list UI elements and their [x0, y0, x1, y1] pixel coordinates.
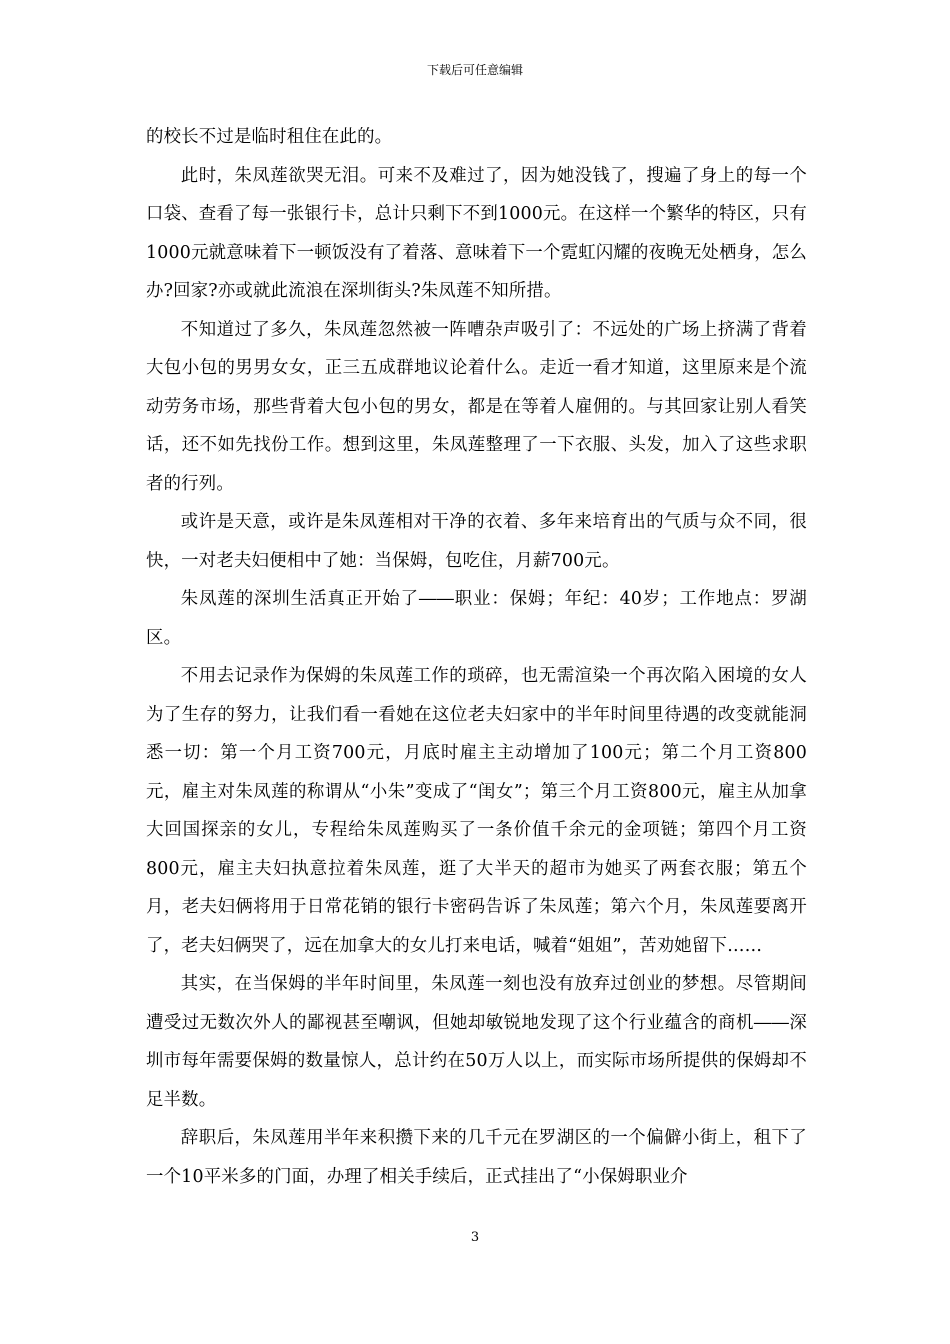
paragraph: 辞职后，朱凤莲用半年来积攒下来的几千元在罗湖区的一个偏僻小街上，租下了一个10平米多的门面，办理了相关手续后，正式挂出了“小保姆职业介 — [146, 1128, 807, 1187]
paragraph: 其实，在当保姆的半年时间里，朱凤莲一刻也没有放弃过创业的梦想。尽管期间遭受过无数次外人的鄙视甚至嘲讽，但她却敏锐地发现了这个行业蕴含的商机――深圳市每年需要保姆的数量惊人，总计约在50万人以上，而实际市场所提供的保姆却不足半数。 — [146, 974, 807, 1110]
page-number: 3 — [470, 1230, 480, 1245]
document-body — [146, 118, 807, 1196]
paragraph: 此时，朱凤莲欲哭无泪。可来不及难过了，因为她没钱了，搜遍了身上的每一个口袋、查看了每一张银行卡，总计只剩下不到1000元。在这样一个繁华的特区，只有1000元就意味着下一顿饭没有了着落、意味着下一个霓虹闪耀的夜晚无处栖身，怎么办?回家?亦或就此流浪在深圳街头?朱凤莲不知所措。 — [146, 165, 807, 301]
paragraph: 不知道过了多久，朱凤莲忽然被一阵嘈杂声吸引了：不远处的广场上挤满了背着大包小包的男男女女，正三五成群地议论着什么。走近一看才知道，这里原来是个流动劳务市场，那些背着大包小包的男女，都是在等着人雇佣的。与其回家让别人看笑话，还不如先找份工作。想到这里，朱凤莲整理了一下衣服、头发，加入了这些求职者的行列。 — [146, 319, 807, 494]
paragraph: 朱凤莲的深圳生活真正开始了――职业：保姆；年纪：40岁；工作地点：罗湖区。 — [146, 589, 807, 648]
page-header-note: 下载后可任意编辑 — [426, 63, 523, 77]
paragraph: 或许是天意，或许是朱凤莲相对干净的衣着、多年来培育出的气质与众不同，很快，一对老夫妇便相中了她：当保姆，包吃住，月薪700元。 — [146, 512, 807, 571]
paragraph-continuation: 的校长不过是临时租住在此的。 — [146, 127, 393, 147]
paragraph: 不用去记录作为保姆的朱凤莲工作的琐碎，也无需渲染一个再次陷入困境的女人为了生存的努力，让我们看一看她在这位老夫妇家中的半年时间里待遇的改变就能洞悉一切：第一个月工资700元，月底时雇主主动增加了100元；第二个月工资800元，雇主对朱凤莲的称谓从“小朱”变成了“闺女”；第三个月工资800元，雇主从加拿大回国探亲的女儿，专程给朱凤莲购买了一条价值千余元的金项链；第四个月工资800元，雇主夫妇执意拉着朱凤莲，逛了大半天的超市为她买了两套衣服；第五个月，老夫妇俩将用于日常花销的银行卡密码告诉了朱凤莲；第六个月，朱凤莲要离开了，老夫妇俩哭了，远在加拿大的女儿打来电话，喊着“姐姐”，苦劝她留下…… — [146, 666, 807, 956]
